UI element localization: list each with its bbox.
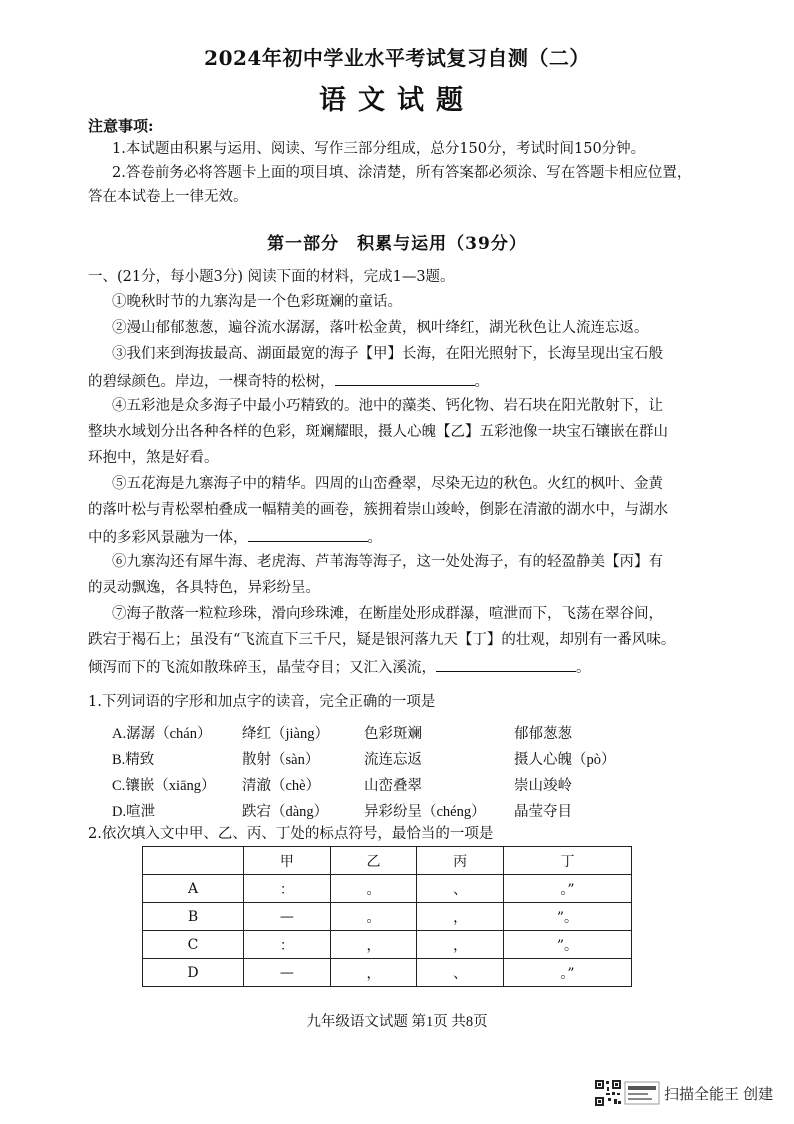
q1-option-a-2: 绛红（jiàng） (242, 726, 329, 742)
question-intro: 一、(21分，每小题3分) 阅读下面的材料，完成1—3题。 (88, 269, 455, 285)
fill-blank-3 (436, 659, 576, 672)
q1-option-a-3: 色彩斑斓 (364, 726, 422, 742)
q1-option-a-4: 郁郁葱葱 (514, 726, 572, 742)
q1-option-b-4: 摄人心魄（pò） (514, 752, 616, 768)
scanner-watermark: 扫描全能王 创建 (664, 1086, 774, 1103)
table-row (143, 903, 632, 931)
passage-p3c: 。 (474, 374, 489, 390)
q1-option-c-2: 清澈（chè） (242, 778, 321, 794)
table-cell: A (143, 875, 244, 903)
passage-p3a: ③我们来到海拔最高、湖面最宽的海子【甲】长海，在阳光照射下，长海呈现出宝石般 (112, 346, 663, 362)
table-cell: — (244, 959, 331, 987)
table-row (143, 931, 632, 959)
q1-option-b-3: 流连忘返 (364, 752, 422, 768)
table-cell: 。” (503, 875, 631, 903)
table-cell: ： (244, 931, 331, 959)
passage-p2: ②漫山郁郁葱葱，遍谷流水潺潺，落叶松金黄，枫叶绛红，湖光秋色让人流连忘返。 (112, 320, 649, 336)
section-title: 第一部分 积累与运用（39分） (267, 234, 527, 254)
table-cell: 。 (330, 875, 417, 903)
passage-p7c: 倾泻而下的飞流如散珠碎玉，晶莹夺目；又汇入溪流， (88, 660, 436, 676)
q2-stem: 2.依次填入文中甲、乙、丙、丁处的标点符号，最恰当的一项是 (88, 826, 494, 842)
table-header-row (143, 847, 632, 875)
passage-p5c-line (88, 529, 708, 546)
passage-p6a: ⑥九寨沟还有犀牛海、老虎海、芦苇海等海子，这一处处海子，有的轻盈静美【丙】有 (112, 554, 663, 570)
passage-p5b: 的落叶松与青松翠柏叠成一幅精美的画卷，簇拥着崇山竣岭，倒影在清澈的湖水中，与湖水 (88, 502, 668, 518)
notice-label: 注意事项: (88, 117, 154, 135)
table-row (143, 875, 632, 903)
qr-code-icon (594, 1079, 622, 1107)
table-cell: ， (417, 903, 504, 931)
q1-option-c-1: C.镶嵌（xiāng） (112, 778, 216, 794)
passage-p7b: 跌宕于褐石上；虽没有“飞流直下三千尺，疑是银河落九天【丁】的壮观，却别有一番风味。 (88, 632, 676, 648)
table-cell: ”。 (503, 931, 631, 959)
q1-option-d-2: 跌宕（dàng） (242, 804, 329, 820)
passage-p5d: 。 (367, 530, 382, 546)
passage-p4b: 整块水域划分出各种各样的色彩，斑斓耀眼，摄人心魄【乙】五彩池像一块宝石镶嵌在群山 (88, 424, 668, 440)
table-header-cell: 丁 (503, 847, 631, 875)
passage-p1: ①晚秋时节的九寨沟是一个色彩斑斓的童话。 (112, 294, 402, 310)
q1-option-d-1: D.喧泄 (112, 804, 156, 820)
notice-line-3: 答在本试卷上一律无效。 (88, 189, 248, 205)
q1-option-c-4: 崇山竣岭 (514, 778, 572, 794)
passage-p5a: ⑤五花海是九寨海子中的精华。四周的山峦叠翠，尽染无边的秋色。火红的枫叶、金黄 (112, 476, 663, 492)
passage-p6b: 的灵动飘逸，各具特色，异彩纷呈。 (88, 580, 320, 596)
table-cell: ”。 (503, 903, 631, 931)
table-header-cell: 丙 (417, 847, 504, 875)
table-cell: 、 (417, 959, 504, 987)
subject-title: 语文试题 (319, 85, 475, 116)
passage-p7a: ⑦海子散落一粒粒珍珠，滑向珍珠滩，在断崖处形成群瀑，喧泄而下，飞荡在翠谷间， (112, 606, 663, 622)
table-cell: ， (330, 931, 417, 959)
table-header-cell: 甲 (244, 847, 331, 875)
q1-stem: 1.下列词语的字形和加点字的读音，完全正确的一项是 (88, 694, 436, 710)
passage-p3b-line (88, 373, 708, 390)
table-cell: ， (417, 931, 504, 959)
page-footer: 九年级语文试题 第1页 共8页 (306, 1014, 488, 1030)
table-cell: D (143, 959, 244, 987)
table-cell: 。 (330, 903, 417, 931)
punctuation-table (142, 846, 632, 987)
passage-p5c: 中的多彩风景融为一体， (88, 530, 248, 546)
table-cell: B (143, 903, 244, 931)
table-cell: ： (244, 875, 331, 903)
exam-title: 2024年初中学业水平考试复习自测（二） (204, 46, 590, 70)
passage-p3b: 的碧绿颜色。岸边，一棵奇特的松树， (88, 374, 335, 390)
q1-option-b-2: 散射（sàn） (242, 752, 320, 768)
q1-option-c-3: 山峦叠翠 (364, 778, 422, 794)
q1-option-b-1: B.精致 (112, 752, 155, 768)
table-header-cell: 乙 (330, 847, 417, 875)
table-cell: 、 (417, 875, 504, 903)
table-cell: C (143, 931, 244, 959)
q1-option-d-3: 异彩纷呈（chéng） (364, 804, 486, 820)
table-cell: — (244, 903, 331, 931)
q1-option-d-4: 晶莹夺目 (514, 804, 572, 820)
table-cell: ， (330, 959, 417, 987)
table-header-cell (143, 847, 244, 875)
fill-blank-2 (248, 529, 368, 542)
passage-p7d: 。 (576, 660, 591, 676)
q1-option-a-1: A.潺潺（chán） (112, 726, 212, 742)
notice-line-2: 2.答卷前务必将答题卡上面的项目填、涂清楚，所有答案都必须涂、写在答题卡相应位置， (112, 165, 692, 181)
table-row (143, 959, 632, 987)
scanner-logo-icon (624, 1079, 660, 1107)
passage-p4c: 环抱中，煞是好看。 (88, 450, 219, 466)
table-cell: 。” (503, 959, 631, 987)
passage-p4a: ④五彩池是众多海子中最小巧精致的。池中的藻类、钙化物、岩石块在阳光散射下，让 (112, 398, 663, 414)
passage-p7c-line (88, 659, 708, 676)
notice-line-1: 1.本试题由积累与运用、阅读、写作三部分组成，总分150分，考试时间150分钟。 (112, 141, 646, 157)
fill-blank-1 (335, 373, 475, 386)
